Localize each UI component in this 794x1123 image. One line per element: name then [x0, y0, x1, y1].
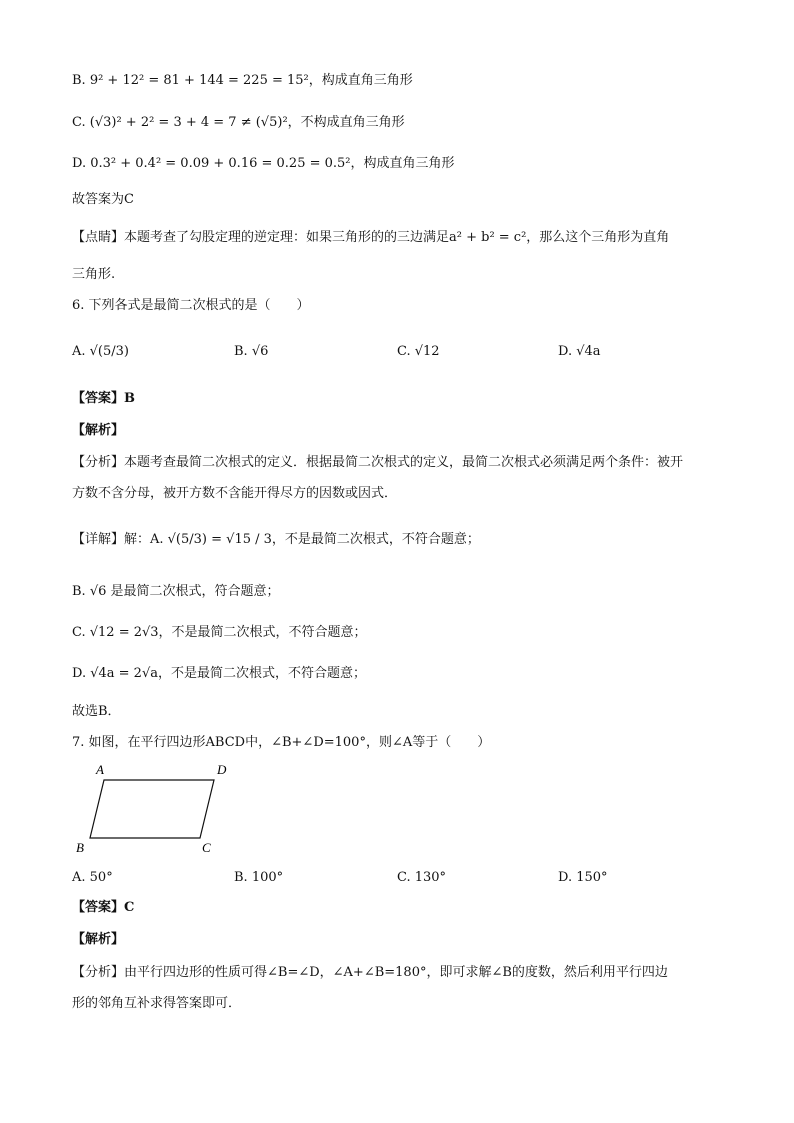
q6-jiexi: 【解析】 — [72, 423, 125, 438]
parallelogram-shape — [90, 780, 214, 838]
q7-option-b: B. 100° — [234, 870, 284, 885]
line-b: B. 9² + 12² = 81 + 144 = 225 = 15²，构成直角三角形 — [72, 73, 413, 88]
q7-option-c: C. 130° — [397, 870, 447, 885]
vertex-label-a: A — [96, 762, 104, 777]
q6-fenxi-line-1: 【分析】本题考查最简二次根式的定义．根据最简二次根式的定义，最简二次根式必须满足两个条件：被开 — [72, 455, 684, 470]
q6-option-c: C. √12 — [397, 344, 440, 359]
q7-stem: 7. 如图，在平行四边形ABCD中，∠B+∠D=100°，则∠A等于（ ） — [72, 735, 491, 750]
q6-detail-b: B. √6 是最简二次根式，符合题意； — [72, 584, 280, 599]
q6-xiangjie: 【详解】解：A. √(5/3) = √15 / 3，不是最简二次根式，不符合题意； — [72, 532, 480, 547]
q6-answer: 【答案】B — [72, 391, 135, 406]
q7-jiexi: 【解析】 — [72, 932, 125, 947]
q7-answer: 【答案】C — [72, 900, 135, 915]
vertex-label-c: C — [202, 840, 211, 855]
line-c: C. (√3)² + 2² = 3 + 4 = 7 ≠ (√5)²，不构成直角三角形 — [72, 115, 405, 130]
q6-fenxi-line-2: 方数不含分母，被开方数不含能开得尽方的因数或因式． — [72, 486, 398, 501]
dianjing-line-1: 【点睛】本题考查了勾股定理的逆定理：如果三角形的的三边满足a² + b² = c²，那么这个三角形为直角 — [72, 230, 670, 245]
vertex-label-b: B — [76, 840, 84, 855]
q7-option-a: A. 50° — [72, 870, 113, 885]
q6-option-d: D. √4a — [558, 344, 601, 359]
parallelogram-figure — [70, 760, 240, 860]
q6-detail-c: C. √12 = 2√3，不是最简二次根式，不符合题意； — [72, 625, 367, 640]
q6-option-b: B. √6 — [234, 344, 269, 359]
line-d: D. 0.3² + 0.4² = 0.09 + 0.16 = 0.25 = 0.5²，构成直角三角形 — [72, 156, 455, 171]
previous-answer: 故答案为C — [72, 192, 134, 207]
q6-choose: 故选B． — [72, 704, 121, 719]
q7-fenxi-line-1: 【分析】由平行四边形的性质可得∠B=∠D，∠A+∠B=180°，即可求解∠B的度数，然后利用平行四边 — [72, 965, 668, 980]
q6-option-a: A. √(5/3) — [72, 344, 130, 359]
q7-fenxi-line-2: 形的邻角互补求得答案即可． — [72, 996, 242, 1011]
vertex-label-d: D — [217, 762, 227, 777]
dianjing-line-2: 三角形. — [72, 267, 116, 282]
q6-detail-d: D. √4a = 2√a，不是最简二次根式，不符合题意； — [72, 666, 366, 681]
q7-option-d: D. 150° — [558, 870, 608, 885]
q6-stem: 6. 下列各式是最简二次根式的是（ ） — [72, 298, 310, 313]
